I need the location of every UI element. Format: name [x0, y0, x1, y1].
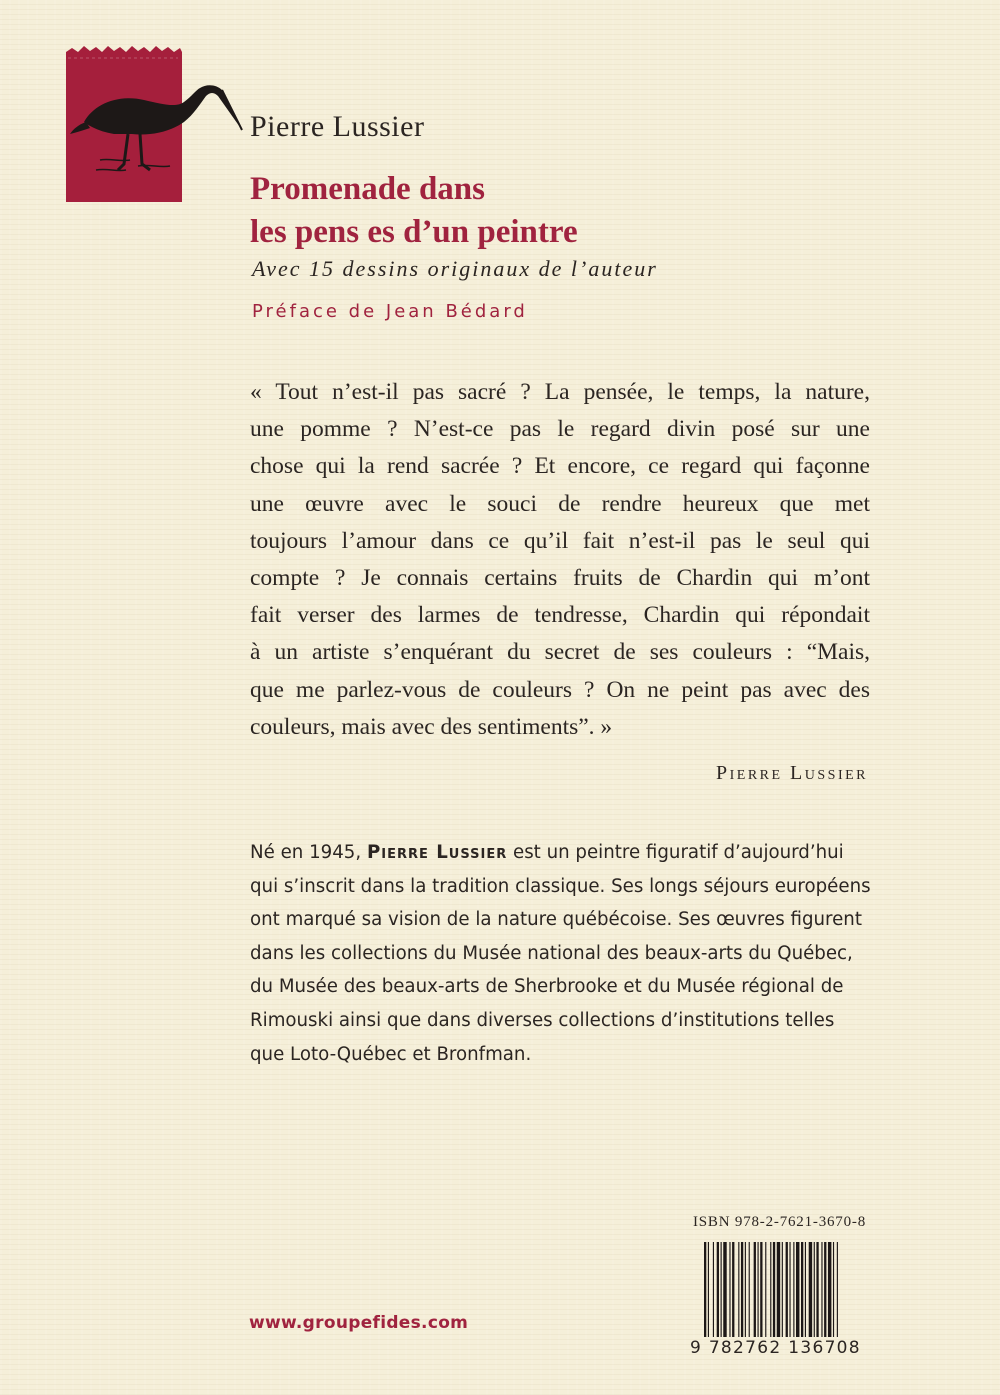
quote-line: que me parlez-vous de couleurs ? On ne peint pas avec des [250, 676, 870, 703]
book-title [250, 168, 578, 254]
quote-line: une œuvre avec le souci de rendre heureux que met [250, 490, 870, 517]
bio-line: qui s’inscrit dans la tradition classique. Ses longs séjours européens [250, 875, 871, 897]
publisher-website-link[interactable]: www.groupefides.com [249, 1313, 469, 1333]
barcode-icon [704, 1242, 866, 1337]
preface-credit: Préface de Jean Bédard [252, 301, 528, 322]
author-name: Pierre Lussier [250, 110, 425, 143]
bio-line: ont marqué sa vision de la nature québécoise. Ses œuvres figurent [250, 909, 862, 931]
quote-line: toujours l’amour dans ce qu’il fait n’est-il pas le seul qui [250, 527, 870, 554]
isbn-label: ISBN 978-2-7621-3670-8 [692, 1214, 866, 1230]
bio-author-name: Pierre Lussier [366, 842, 508, 863]
quote-signature: Pierre Lussier [715, 762, 868, 784]
bio-line: Rimouski ainsi que dans diverses collections d’institutions telles [250, 1009, 835, 1031]
quote-line: à un artiste s’enquérant du secret de ses couleurs : “Mais, [250, 639, 870, 666]
quote-line: chose qui la rend sacrée ? Et encore, ce regard qui façonne [250, 453, 870, 480]
subtitle: Avec 15 dessins originaux de l’auteur [252, 256, 658, 281]
bio-line [250, 836, 870, 870]
bio-prefix: Né en 1945, [250, 842, 367, 863]
quote-line: fait verser des larmes de tendresse, Chardin qui répondait [250, 602, 870, 629]
title-line-2: les pens es d’un peintre [250, 214, 578, 250]
bio-line: du Musée des beaux-arts de Sherbrooke et du Musée régional de [250, 976, 844, 998]
quote-line: « Tout n’est-il pas sacré ? La pensée, le temps, la nature, [250, 379, 870, 405]
quote-line: couleurs, mais avec des sentiments”. » [250, 713, 613, 740]
author-biography [250, 836, 870, 1071]
bio-line: que Loto-Québec et Bronfman. [250, 1043, 532, 1065]
bio-line: dans les collections du Musée national des beaux-arts du Québec, [250, 942, 853, 964]
quote-line: compte ? Je connais certains fruits de Chardin qui m’ont [250, 565, 870, 592]
quote-line: une pomme ? N’est-ce pas le regard divin posé sur une [250, 416, 870, 443]
bio-first-rest: est un peintre figuratif d’aujourd’hui [507, 842, 844, 863]
barcode-digits: 9 782762 136708 [690, 1338, 861, 1358]
heron-silhouette-icon [66, 42, 246, 202]
title-line-1: Promenade dans [250, 171, 485, 207]
quote-excerpt [250, 374, 870, 746]
